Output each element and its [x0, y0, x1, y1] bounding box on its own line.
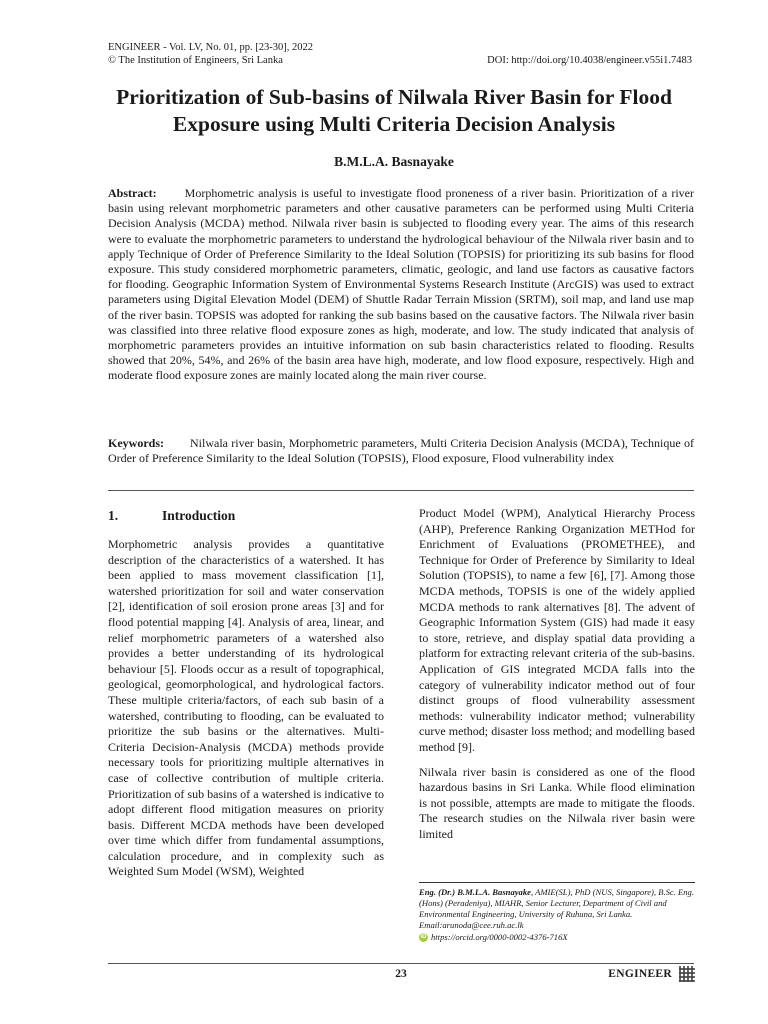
page-number: 23	[395, 968, 407, 980]
paragraph: Product Model (WPM), Analytical Hierarchy Process (AHP), Preference Ranking Organization METHod for Enrichment of Evaluations (PROMETHEE), and Technique for Order of Preference by Similarity to Ideal Solution (TOPSIS), to name a few [6], [7]. Among those MCDA methods, TOPSIS is one of the widely applied MCDA methods to rank alternatives [8]. The advent of Geographic Information System (GIS) had made it easy to store, retrieve, and display spatial data providing a platform for extracting relevant criteria of the sub-basins. Application of GIS integrated MCDA falls into the category of vulnerability indicator method out of four distinct groups of flood vulnerability assessment methods: vulnerability indicator method; vulnerability curve method; disaster loss method; and modelling based method [9].	[419, 506, 695, 754]
author-footnote	[419, 882, 695, 943]
abstract	[108, 186, 694, 384]
footnote-affiliation	[419, 887, 695, 920]
footnote-credentials: , AMIE(SL), PhD (NUS, Singapore), B.Sc. Eng. (Hons) (Peradeniya), MIAHR, Senior Lecturer, Department of Civil and Environmental Engineering, University of Ruhuna, Sri Lanka.	[419, 887, 695, 919]
section-heading	[108, 508, 235, 524]
orcid-link[interactable]: https://orcid.org/0000-0002-4376-716X	[431, 932, 568, 942]
keywords	[108, 436, 694, 466]
footer-divider	[108, 963, 694, 964]
journal-footer: ENGINEER	[608, 968, 672, 980]
publisher-line: © The Institution of Engineers, Sri Lanka	[108, 55, 283, 66]
keywords-text: Nilwala river basin, Morphometric parameters, Multi Criteria Decision Analysis (MCDA), Technique of Order of Preference Similarity to the Ideal Solution (TOPSIS), Flood exposure, Flood vulnerability index	[108, 436, 694, 466]
doi-link[interactable]: DOI: http://doi.org/10.4038/engineer.v55i1.7483	[487, 55, 692, 66]
section-divider	[108, 490, 694, 491]
body-column-right	[419, 506, 695, 851]
author-name: B.M.L.A. Basnayake	[334, 154, 454, 169]
orcid-row	[419, 932, 695, 943]
qr-code-icon	[679, 966, 695, 982]
paragraph: Morphometric analysis provides a quantitative description of the characteristics of a watershed. It has been applied to mass movement classification [1], watershed prioritization for soil and water conservation [2], identification of soil erosion prone areas [3] and for flood potential mapping [4]. Analysis of area, linear, and relief morphometric parameters of a watershed also provides a better understanding of its hydrological behaviour [5]. Floods occur as a result of topographical, geological, geomorphological, and hydrological factors. These multiple criteria/factors, of each sub basin of a watershed, contributing to flooding, can be evaluated to prioritize the sub basins or the alternatives. Multi-Criteria Decision-Analysis (MCDA) methods provide necessary tools for prioritizing multiple alternatives in case of collective contribution of multiple criteria. Prioritization of sub basins of a watershed is indicative to adopt different flood mitigation measures on priority basis. Different MCDA methods have been developed over time which differ from fundamental assumptions, calculation procedure, and in complexity such as Weighted Sum Model (WSM), Weighted	[108, 537, 384, 879]
journal-header	[108, 41, 313, 67]
body-column-left	[108, 537, 384, 880]
journal-citation: ENGINEER - Vol. LV, No. 01, pp. [23-30], 2022	[108, 42, 313, 53]
section-number: 1.	[108, 508, 119, 523]
abstract-text: Morphometric analysis is useful to investigate flood proneness of a river basin. Prioritization of a river basin using relevant morphometric parameters and other causative parameters can be performed using Multi Criteria Decision Analysis (MCDA) method. Nilwala river basin is subjected to flooding every year. The aims of this research were to evaluate the morphometric parameters to understand the hydrological behaviour of the Nilwala river basin and to apply Technique of Order of Preference Similarity to the Ideal Solution (TOPSIS) for prioritizing its sub basins for flood exposure. This study considered morphometric parameters, climatic, geologic, and land use factors as causative factors for flooding. Geographic Information System of Environmental Systems Research Institute (ArcGIS) was used to extract parameters using Digital Elevation Model (DEM) of Shuttle Radar Terrain Mission (SRTM), soil map, and land use map of the river basin. TOPSIS was adopted for ranking the sub basins based on the causative factors. The Nilwala river basin was classified into three relative flood exposure zones as high, moderate, and low. The study indicated that analysis of morphometric parameters provides an intuitive information on sub basin characteristics related to flooding. Results showed that 20%, 54%, and 26% of the basin area have high, moderate, and low flood exposure, respectively. High and moderate flood exposure zones are mainly located along the main river course.	[108, 186, 694, 383]
footnote-email[interactable]: Email:arunoda@cee.ruh.ac.lk	[419, 920, 524, 930]
paper-title: Prioritization of Sub-basins of Nilwala River Basin for Flood Exposure using Multi Criteria Decision Analysis	[116, 85, 672, 136]
abstract-label: Abstract:	[108, 186, 157, 200]
orcid-icon: iD	[420, 934, 427, 940]
keywords-label: Keywords:	[108, 436, 164, 450]
paragraph: Nilwala river basin is considered as one of the flood hazardous basins in Sri Lanka. While flood elimination is not possible, attempts are made to mitigate the floods. The research studies on the Nilwala river basin were limited	[419, 764, 695, 841]
footnote-author: Eng. (Dr.) B.M.L.A. Basnayake	[419, 887, 531, 897]
section-title: Introduction	[162, 508, 236, 523]
